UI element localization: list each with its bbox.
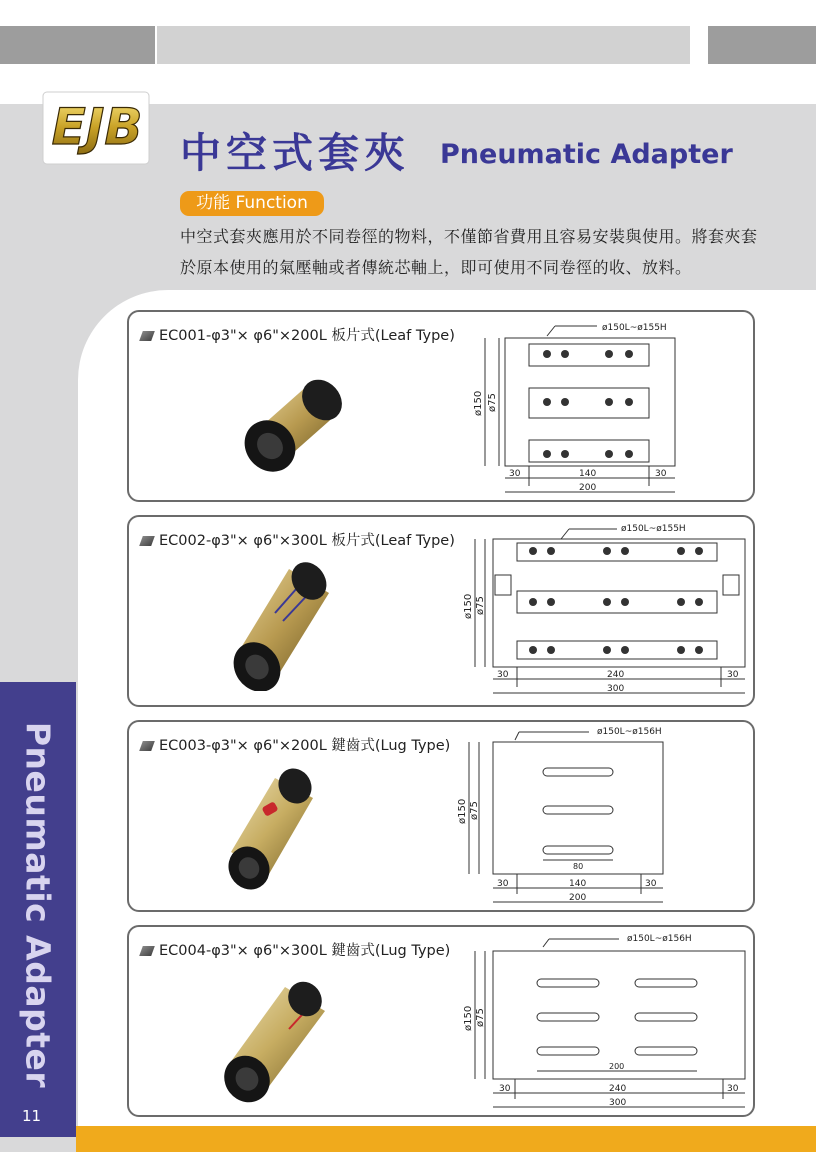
technical-drawing <box>437 929 749 1115</box>
outer-diameter-label: ø150 <box>473 390 484 416</box>
dim-middle-label: 240 <box>607 670 625 680</box>
dim-total-label: 200 <box>579 483 597 493</box>
header-bar-middle <box>157 26 690 64</box>
page-number: 11 <box>22 1107 42 1125</box>
dim-left-label: 30 <box>497 879 509 889</box>
diameter-range-label: ø150L~ø156H <box>597 727 662 737</box>
product-label-text: EC003-φ3"× φ6"×200L 鍵齒式(Lug Type) <box>159 738 451 754</box>
dim-total-label: 300 <box>609 1098 627 1108</box>
function-text-line-1: 中空式套夾應用於不同卷徑的物料，不僅節省費用且容易安裝與使用。將套夾套 <box>180 227 758 246</box>
technical-drawing <box>437 517 749 707</box>
dim-total-label: 200 <box>569 893 587 903</box>
product-card-ec004 <box>127 925 755 1117</box>
outer-diameter-label: ø150 <box>463 1005 474 1031</box>
diameter-range-label: ø150L~ø155H <box>621 524 686 534</box>
product-label <box>141 529 455 550</box>
dim-left-label: 30 <box>499 1084 511 1094</box>
page-title-chinese: 中空式套夾 <box>180 129 410 177</box>
dim-right-label: 30 <box>645 879 657 889</box>
inner-diameter-label: ø75 <box>475 1008 486 1027</box>
function-badge: 功能 Function <box>180 191 324 216</box>
inner-diameter-label: ø75 <box>487 393 498 412</box>
dim-middle-label: 140 <box>579 469 597 479</box>
diameter-range-label: ø150L~ø156H <box>627 934 692 944</box>
adapter-photo <box>217 766 323 892</box>
lug-dim-label: 200 <box>609 1062 625 1071</box>
product-label <box>141 324 455 345</box>
dim-right-label: 30 <box>655 469 667 479</box>
dim-left-label: 30 <box>509 469 521 479</box>
outer-diameter-label: ø150 <box>457 798 468 824</box>
product-card-ec002 <box>127 515 755 707</box>
dim-middle-label: 140 <box>569 879 587 889</box>
inner-diameter-label: ø75 <box>475 596 486 615</box>
dim-total-label: 300 <box>607 684 625 694</box>
adapter-photo <box>237 374 347 474</box>
flag-icon <box>139 331 155 341</box>
technical-drawing <box>437 316 747 500</box>
function-text-line-2: 於原本使用的氣壓軸或者傳統芯軸上，即可使用不同卷徑的收、放料。 <box>180 258 692 277</box>
outer-diameter-label: ø150 <box>463 593 474 619</box>
diameter-range-label: ø150L~ø155H <box>602 323 667 333</box>
product-card-ec003 <box>127 720 755 912</box>
logo-lettering: EJB <box>51 98 143 156</box>
side-title: Pneumatic Adapter <box>18 721 58 1089</box>
header-bar-left <box>0 26 155 64</box>
product-label <box>141 734 450 755</box>
product-label-text: EC002-φ3"× φ6"×300L 板片式(Leaf Type) <box>159 533 455 549</box>
dim-right-label: 30 <box>727 670 739 680</box>
dim-middle-label: 240 <box>609 1084 627 1094</box>
page-title-english: Pneumatic Adapter <box>440 139 733 170</box>
adapter-photo <box>221 559 341 691</box>
lug-dim-label: 80 <box>573 862 584 871</box>
flag-icon <box>139 741 155 751</box>
adapter-photo <box>213 979 333 1103</box>
footer-bar <box>76 1126 816 1152</box>
flag-icon <box>139 946 155 956</box>
inner-diameter-label: ø75 <box>469 801 480 820</box>
flag-icon <box>139 536 155 546</box>
product-label-text: EC004-φ3"× φ6"×300L 鍵齒式(Lug Type) <box>159 943 451 959</box>
header-bar-right <box>708 26 816 64</box>
product-label <box>141 939 450 960</box>
technical-drawing <box>439 724 749 910</box>
ejb-logo <box>41 86 153 168</box>
dim-right-label: 30 <box>727 1084 739 1094</box>
product-card-ec001 <box>127 310 755 502</box>
dim-left-label: 30 <box>497 670 509 680</box>
product-label-text: EC001-φ3"× φ6"×200L 板片式(Leaf Type) <box>159 328 455 344</box>
